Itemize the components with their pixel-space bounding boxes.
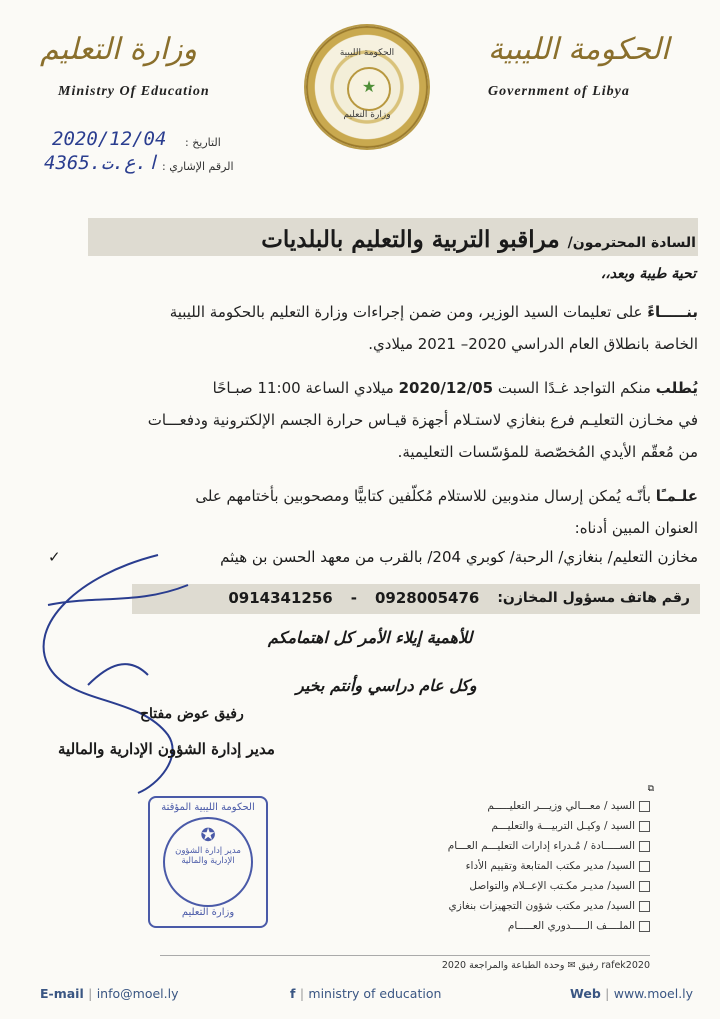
stamp-circle bbox=[163, 817, 253, 907]
p2-line2: في مخـازن التعليـم فرع بنغازي لاستـلام أجهزة قيـاس حرارة الجسم الإلكترونية ودفعـــات bbox=[147, 411, 698, 429]
p2-line3: من مُعقّم الأيدي المُخصّصة للمؤسّسات التعليمية. bbox=[397, 443, 698, 461]
seal-top-text: الحكومة الليبية bbox=[339, 48, 395, 58]
government-english-title: Government of Libya bbox=[488, 84, 630, 99]
seal-bottom-text: وزارة التعليم bbox=[343, 110, 391, 120]
footer-email[interactable]: E-mail | info@moel.ly bbox=[40, 986, 179, 1001]
addressee-title: مراقبو التربية والتعليم بالبلديات bbox=[261, 226, 560, 253]
checkbox-icon bbox=[639, 881, 650, 892]
web-label: Web bbox=[570, 986, 601, 1001]
cc-item: السيد/ مديـر مكـتب الإعــلام والتواصل bbox=[430, 876, 650, 896]
stamp-line-2: الإدارية والمالية bbox=[181, 856, 235, 866]
stamp-line-1: مدير إدارة الشؤون bbox=[175, 846, 241, 856]
ministry-english-title: Ministry Of Education bbox=[58, 84, 210, 99]
stamp-top-text: الحكومة الليبية المؤقتة bbox=[161, 802, 255, 813]
facebook-icon: f bbox=[290, 986, 296, 1001]
checkbox-icon bbox=[639, 841, 650, 852]
stamp-emblem-icon: ✪ bbox=[200, 825, 216, 846]
p3-lead: علـمـًا bbox=[655, 487, 698, 505]
phone-2: 0914341256 bbox=[228, 589, 333, 607]
government-seal-logo bbox=[306, 26, 428, 148]
paragraph-2 bbox=[58, 372, 698, 468]
greeting: تحية طيبة وبعد،، bbox=[600, 266, 696, 282]
cc-icon: ⧉ bbox=[647, 784, 654, 794]
cc-item: السيد/ مدير مكتب المتابعة وتقييم الأداء bbox=[430, 856, 650, 876]
ministry-arabic-title: وزارة التعليم bbox=[40, 32, 198, 67]
date-label: التاريخ : bbox=[185, 136, 221, 149]
p1-line2: الخاصة بانطلاق العام الدراسي 2020– 2021 ميلادي. bbox=[368, 335, 698, 353]
reference-label: الرقم الإشاري : bbox=[162, 160, 234, 173]
facebook-value[interactable]: ministry of education bbox=[308, 986, 442, 1001]
print-credit: rafek2020 رفيق ✉ وحدة الطباعة والمراجعة 2020 bbox=[441, 960, 650, 971]
date-value: 2020/12/04 bbox=[52, 128, 167, 150]
closing-line-1: للأهمية إيلاء الأمر كل اهتمامكم bbox=[268, 628, 473, 647]
web-value[interactable]: www.moel.ly bbox=[613, 986, 694, 1001]
p3-line2: العنوان المبين أدناه: bbox=[574, 519, 698, 537]
checkbox-icon bbox=[639, 861, 650, 872]
cc-item: السيد / معـــالي وزيـــر التعليـــــم bbox=[430, 796, 650, 816]
cc-item: الملــــف الـــــدوري العـــــام bbox=[430, 916, 650, 936]
checkbox-icon bbox=[639, 821, 650, 832]
closing-line-2: وكل عام دراسي وأنتم بخير bbox=[296, 676, 477, 695]
email-label: E-mail bbox=[40, 986, 84, 1001]
government-arabic-title: الحكومة الليبية bbox=[488, 32, 670, 67]
paragraph-3 bbox=[58, 480, 698, 544]
p2-line1-a: منكم التواجد غـدًا السبت bbox=[497, 379, 651, 397]
footer-divider bbox=[160, 955, 650, 956]
signer-title: مدير إدارة الشؤون الإدارية والمالية bbox=[58, 740, 275, 758]
p3-line1: بأنّـه يُمكن إرسال مندوبين للاستلام مُكلّفين كتابيًّا ومصحوبين بأختامهم على bbox=[195, 487, 651, 505]
checkbox-icon bbox=[639, 901, 650, 912]
addressee-label: السادة المحترمون/ bbox=[567, 235, 696, 251]
cc-item: الســـــادة / مُـدراء إدارات التعليـــم العـــام bbox=[430, 836, 650, 856]
p1-lead: بنـــــاءً bbox=[647, 303, 698, 321]
seal-emblem-icon: ★ bbox=[347, 67, 391, 111]
paragraph-1 bbox=[68, 296, 698, 360]
phone-1: 0928005476 bbox=[374, 589, 480, 607]
p2-lead: يُطلب bbox=[655, 379, 698, 397]
signer-name: رفيق عوض مفتاح bbox=[140, 706, 244, 722]
p2-line1-b: ميلادي الساعة 11:00 صبـاحًا bbox=[212, 379, 394, 397]
cc-item: السيد/ مدير مكتب شؤون التجهيزات بنغازي bbox=[430, 896, 650, 916]
footer-web[interactable]: Web | www.moel.ly bbox=[570, 986, 694, 1001]
checkbox-icon bbox=[639, 921, 650, 932]
stamp-bottom-text: وزارة التعليم bbox=[181, 907, 235, 918]
address-text: مخازن التعليم/ بنغازي/ الرحبة/ كوبري 204/ بالقرب من معهد الحسن بن هيثم bbox=[220, 548, 698, 566]
addressee-line bbox=[96, 226, 696, 253]
checkmark-icon: ✓ bbox=[48, 548, 61, 566]
checkbox-icon bbox=[639, 801, 650, 812]
footer-facebook[interactable]: f | ministry of education bbox=[290, 986, 442, 1001]
phones-label: رقم هاتف مسؤول المخازن: bbox=[497, 590, 690, 606]
p1-line1: على تعليمات السيد الوزير، ومن ضمن إجراءات وزارة التعليم بالحكومة الليبية bbox=[169, 303, 643, 321]
email-value[interactable]: info@moel.ly bbox=[96, 986, 179, 1001]
cc-list bbox=[430, 796, 650, 936]
cc-item: السيد / وكيـل التربيـــة والتعليـــم bbox=[430, 816, 650, 836]
phone-separator: - bbox=[350, 589, 357, 607]
reference-value: 4365.ا.ع.ت bbox=[44, 152, 159, 174]
p2-date: 2020/12/05 bbox=[398, 379, 494, 397]
official-stamp bbox=[148, 796, 268, 928]
